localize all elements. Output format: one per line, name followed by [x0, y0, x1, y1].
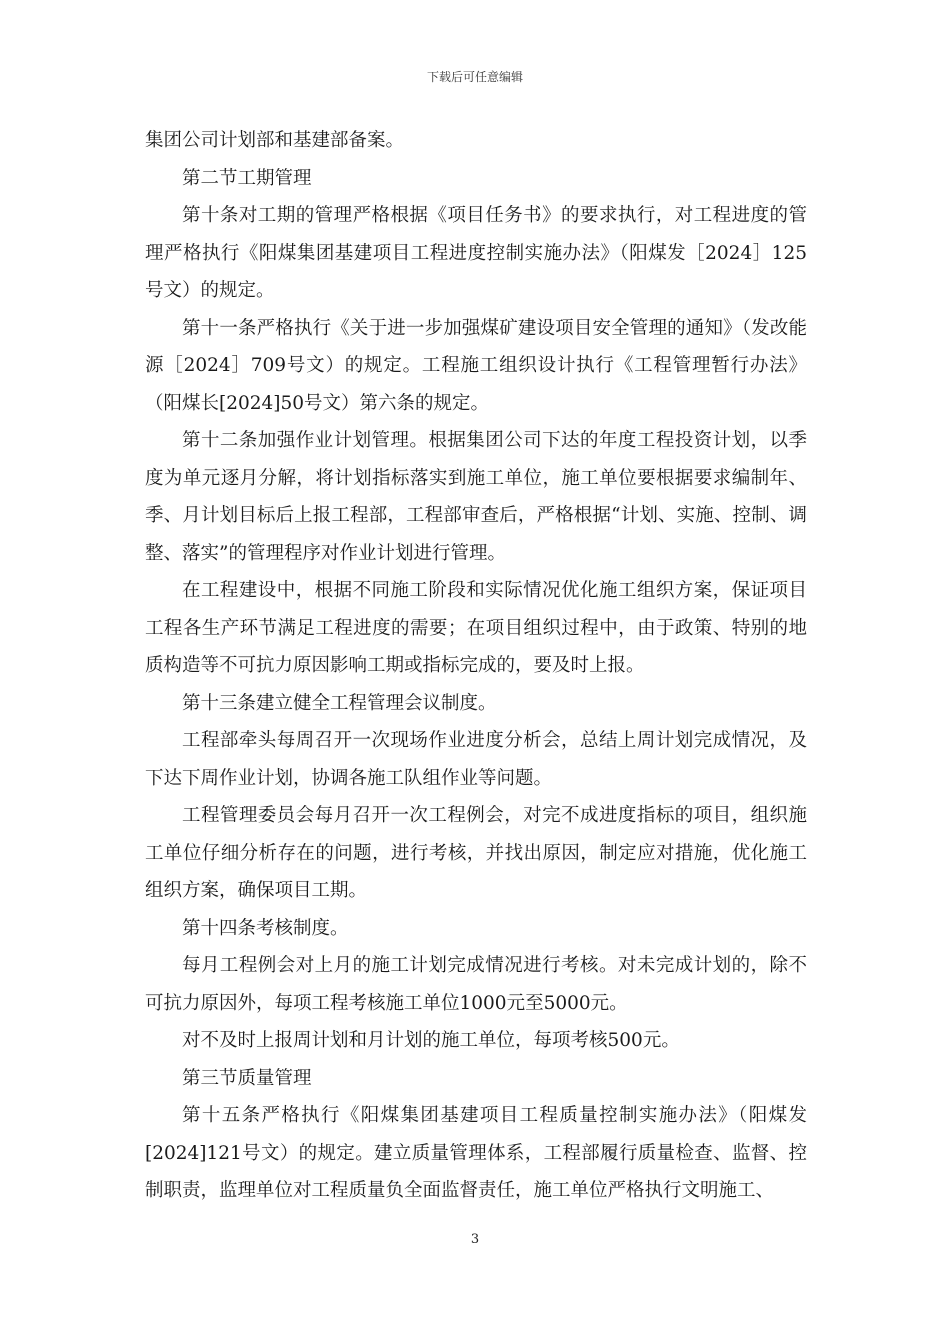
paragraph: 每月工程例会对上月的施工计划完成情况进行考核。对未完成计划的，除不可抗力原因外，每项工程考核施工单位1000元至5000元。 [145, 955, 807, 1014]
paragraph: 第十四条考核制度。 [182, 917, 349, 939]
paragraph: 对不及时上报周计划和月计划的施工单位，每项考核500元。 [182, 1030, 680, 1051]
paragraph: 工程部牵头每周召开一次现场作业进度分析会，总结上周计划完成情况，及下达下周作业计划，协调各施工队组作业等问题。 [145, 730, 807, 789]
paragraph: 第十一条严格执行《关于进一步加强煤矿建设项目安全管理的通知》（发改能源［2024］709号文）的规定。工程施工组织设计执行《工程管理暂行办法》（阳煤长[2024]50号文）第六条的规定。 [145, 317, 807, 414]
paragraph: 工程管理委员会每月召开一次工程例会，对完不成进度指标的项目，组织施工单位仔细分析存在的问题，进行考核，并找出原因，制定应对措施，优化施工组织方案，确保项目工期。 [145, 805, 807, 901]
section-heading: 第三节质量管理 [182, 1067, 312, 1089]
paragraph: 第十五条严格执行《阳煤集团基建项目工程质量控制实施办法》（阳煤发[2024]121号文）的规定。建立质量管理体系，工程部履行质量检查、监督、控制职责，监理单位对工程质量负全面监督责任，施工单位严格执行文明施工、 [145, 1105, 807, 1201]
page-header: 下载后可任意编辑 [426, 70, 523, 84]
document-body [145, 122, 807, 1210]
paragraph: 第十二条加强作业计划管理。根据集团公司下达的年度工程投资计划，以季度为单元逐月分解，将计划指标落实到施工单位，施工单位要根据要求编制年、季、月计划目标后上报工程部，工程部审查后，严格根据“计划、实施、控制、调整、落实”的管理程序对作业计划进行管理。 [145, 430, 807, 564]
page-number: 3 [470, 1232, 480, 1247]
paragraph: 在工程建设中，根据不同施工阶段和实际情况优化施工组织方案，保证项目工程各生产环节满足工程进度的需要；在项目组织过程中，由于政策、特别的地质构造等不可抗力原因影响工期或指标完成的，要及时上报。 [145, 580, 807, 676]
paragraph: 集团公司计划部和基建部备案。 [145, 130, 405, 151]
paragraph: 第十三条建立健全工程管理会议制度。 [182, 692, 497, 714]
paragraph: 第十条对工期的管理严格根据《项目任务书》的要求执行，对工程进度的管理严格执行《阳煤集团基建项目工程进度控制实施办法》（阳煤发［2024］125号文）的规定。 [145, 205, 807, 301]
section-heading: 第二节工期管理 [182, 167, 312, 189]
